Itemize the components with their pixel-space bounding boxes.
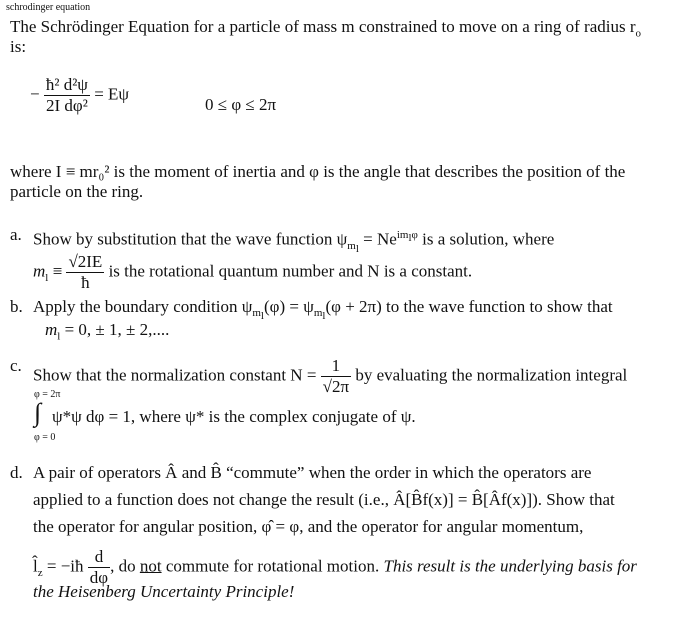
intro-line-1: The Schrödinger Equation for a particle of mass m constrained to move on a ring of radius $r_o$ <box>10 17 642 40</box>
part-d-line-3: the operator for angular position, φ̂ = φ, and the operator for angular momentum, <box>33 517 584 536</box>
part-a-line-1: Show by substitution that the wave function $\psi_{m_l} = Ne^{im_l\varphi}$ is a solution, where <box>33 229 555 256</box>
intro-line-2: is: <box>10 37 27 56</box>
part-c-fraction: $\frac{1}{√2\pi}$ <box>322 356 350 396</box>
part-d-line-4: $l̂_z$ = −iħ $\frac{d}{d\varphi}$ , do not commute for rotational motion. This result is the underlying basis for <box>33 547 637 587</box>
part-b-label: b. <box>10 297 23 316</box>
integral-icon: ∫ <box>34 398 42 427</box>
schrodinger-equation: − $\frac{\text{ħ² d²ψ}}{\text{2I dφ²}}$ = Eψ <box>30 75 130 115</box>
equation-range: 0 ≤ φ ≤ 2π <box>205 95 277 114</box>
where-line-2: particle on the ring. <box>10 182 144 201</box>
part-c-line-1: Show that the normalization constant N = $\frac{1}{√2\pi}$ by evaluating the normalization integral <box>33 356 628 396</box>
equation-fraction: $\frac{\text{ħ² d²ψ}}{\text{2I dφ²}}$ <box>45 75 88 115</box>
part-d-line-2: applied to a function does not change the result (i.e., Â[B̂f(x)] = B̂[Âf(x)]). Show that <box>33 490 615 509</box>
part-d-line-5: the Heisenberg Uncertainty Principle! <box>33 582 295 601</box>
integral-upper-limit: φ = 2π <box>34 389 61 400</box>
integral-lower-limit: φ = 0 <box>34 432 56 443</box>
part-a-line-2: $m_l$ ≡ $\frac{√2IE}{ħ}$ is the rotational quantum number and N is a constant. <box>33 252 473 292</box>
part-d-fraction: $\frac{d}{d\varphi}$ <box>89 547 109 587</box>
part-d-label: d. <box>10 463 23 482</box>
where-line-1: where I ≡ mr₀² is the moment of inertia and φ is the angle that describes the position of the <box>10 162 626 181</box>
part-b-line-2: $m_l = 0$, ± 1, ± 2,.... <box>45 320 170 343</box>
part-c-label: c. <box>10 356 22 375</box>
part-a-fraction: $\frac{√2IE}{ħ}$ <box>68 252 103 292</box>
part-b-line-1: Apply the boundary condition $\psi_{m_l}(\varphi) = \psi_{m_l}(\varphi + 2\pi)$ to the wave function to show that <box>33 297 613 323</box>
header-tag: schrodinger equation <box>6 2 91 13</box>
part-c-line-2: ψ*ψ dφ = 1, where ψ* is the complex conjugate of ψ. <box>52 407 416 426</box>
part-a-label: a. <box>10 225 22 244</box>
part-d-line-1: A pair of operators Â and B̂ “commute” when the order in which the operators are <box>33 463 592 482</box>
